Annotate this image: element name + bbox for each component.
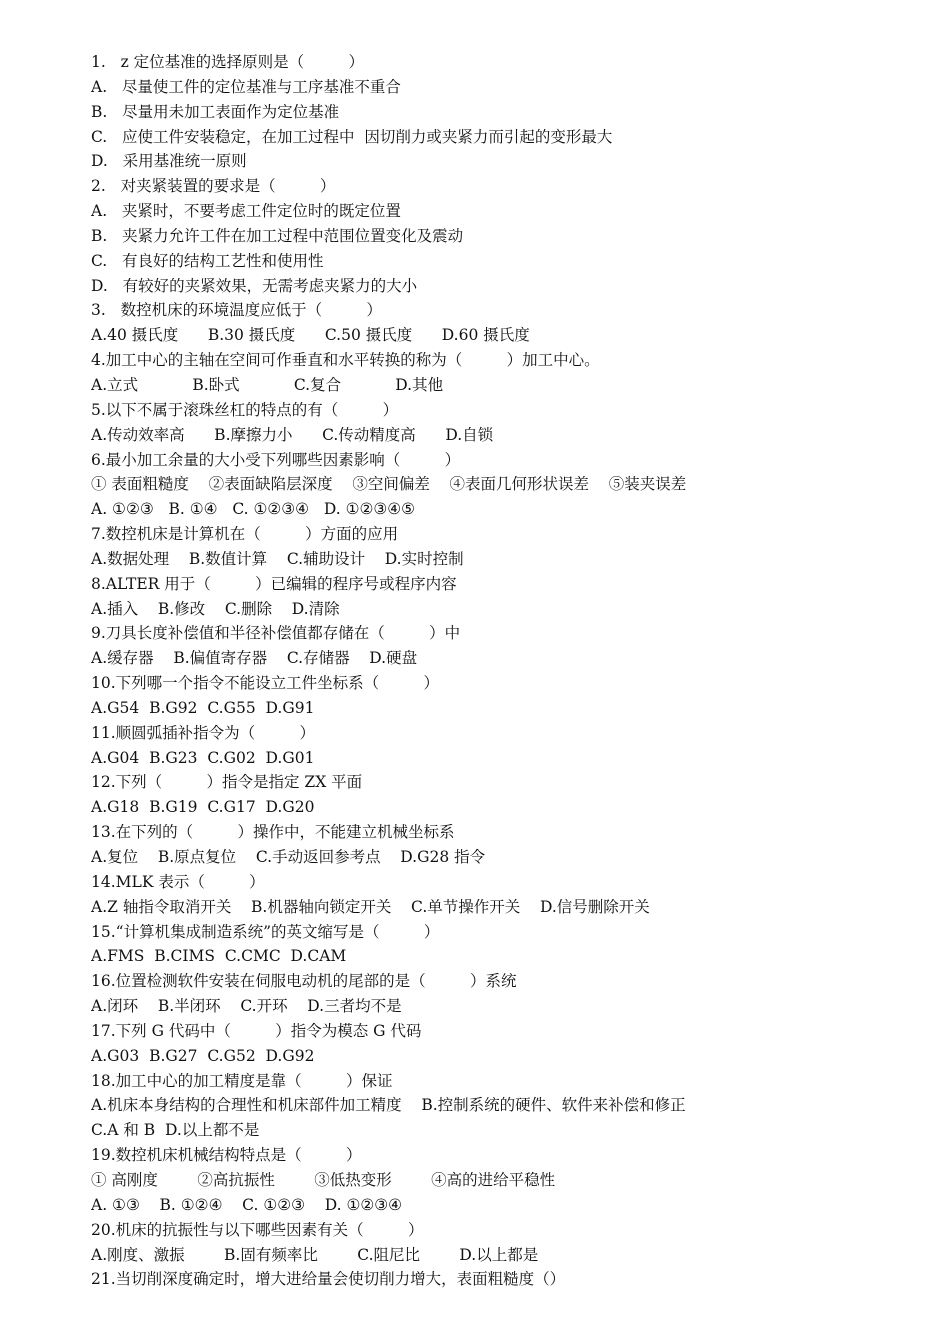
document-line: A. 夹紧时，不要考虑工件定位时的既定位置 [91,202,401,221]
document-line: C. 有良好的结构工艺性和使用性 [91,251,324,270]
document-line: 1. z 定位基准的选择原则是（ ） [91,53,365,71]
document-line: A.立式 B.卧式 C.复合 D.其他 [91,375,444,394]
document-line: A.G54 B.G92 C.G55 D.G91 [91,698,315,717]
document-line: 18.加工中心的加工精度是靠（ ）保证 [91,1071,393,1090]
document-line: A. ①③ B. ①②④ C. ①②③ D. ①②③④ [91,1195,403,1214]
document-line: A.FMS B.CIMS C.CMC D.CAM [91,947,347,966]
document-line: C.A 和 B D.以上都不是 [91,1121,260,1140]
document-line: 6.最小加工余量的大小受下列哪些因素影响（ ） [91,450,461,469]
document-line: C. 应使工件安装稳定，在加工过程中 因切削力或夹紧力而引起的变形最大 [91,127,613,146]
document-line: A.复位 B.原点复位 C.手动返回参考点 D.G28 指令 [91,848,486,866]
document-line: 15.“计算机集成制造系统”的英文缩写是（ ） [91,922,440,941]
document-line: A. ①②③ B. ①④ C. ①②③④ D. ①②③④⑤ [91,500,416,519]
document-line: 11.顺圆弧插补指令为（ ） [91,723,315,742]
document-line: A.G04 B.G23 C.G02 D.G01 [91,748,315,767]
document-line: A.G03 B.G27 C.G52 D.G92 [91,1046,315,1065]
document-line: B. 夹紧力允许工件在加工过程中范围位置变化及震动 [91,226,464,245]
document-line: 3. 数控机床的环境温度应低于（ ） [91,301,382,320]
document-line: 9.刀具长度补偿值和半径补偿值都存储在（ ）中 [91,624,461,643]
document-line: 17.下列 G 代码中（ ）指令为模态 G 代码 [91,1021,422,1040]
document-line: 10.下列哪一个指令不能设立工件坐标系（ ） [91,674,439,693]
document-line: A.缓存器 B.偏值寄存器 C.存储器 D.硬盘 [91,649,418,668]
document-line: 21.当切削深度确定时，增大进给量会使切削力增大，表面粗糙度（） [91,1270,566,1289]
document-line: 16.位置检测软件安装在伺服电动机的尾部的是（ ）系统 [91,972,517,991]
document-line: A. 尽量使工件的定位基准与工序基准不重合 [91,77,401,96]
document-line: D. 采用基准统一原则 [91,152,247,171]
document-line: A.数据处理 B.数值计算 C.辅助设计 D.实时控制 [91,549,464,568]
document-line: A.40 摄氏度 B.30 摄氏度 C.50 摄氏度 D.60 摄氏度 [91,326,530,345]
document-line: 8.ALTER 用于（ ）已编辑的程序号或程序内容 [91,574,457,593]
document-line: 13.在下列的（ ）操作中，不能建立机械坐标系 [91,823,455,842]
document-line: A.G18 B.G19 C.G17 D.G20 [91,798,315,817]
document-line: 4.加工中心的主轴在空间可作垂直和水平转换的称为（ ）加工中心。 [91,351,600,370]
document-line: A.Z 轴指令取消开关 B.机器轴向锁定开关 C.单节操作开关 D.信号删除开关 [91,897,650,916]
document-line: ① 高刚度 ②高抗振性 ③低热变形 ④高的进给平稳性 [91,1170,556,1189]
document-body [91,50,911,1292]
document-line: 12.下列（ ）指令是指定 ZX 平面 [91,773,363,792]
document-line: 2. 对夹紧装置的要求是（ ） [91,177,336,196]
document-line: 7.数控机床是计算机在（ ）方面的应用 [91,525,399,544]
document-line: D. 有较好的夹紧效果，无需考虑夹紧力的大小 [91,276,418,295]
document-line: ① 表面粗糙度 ②表面缺陷层深度 ③空间偏差 ④表面几何形状误差 ⑤装夹误差 [91,475,687,494]
document-line: 5.以下不属于滚珠丝杠的特点的有（ ） [91,400,399,419]
document-line: A.插入 B.修改 C.删除 D.清除 [91,599,340,618]
document-line: A.机床本身结构的合理性和机床部件加工精度 B.控制系统的硬件、软件来补偿和修正 [91,1096,686,1115]
document-line: A.传动效率高 B.摩擦力小 C.传动精度高 D.自锁 [91,425,494,444]
document-line: 19.数控机床机械结构特点是（ ） [91,1146,362,1165]
document-line: 20.机床的抗振性与以下哪些因素有关（ ） [91,1220,424,1239]
document-line: A.闭环 B.半闭环 C.开环 D.三者均不是 [91,997,402,1016]
document-line: 14.MLK 表示（ ） [91,872,265,891]
document-line: A.刚度、激振 B.固有频率比 C.阻尼比 D.以上都是 [91,1245,539,1264]
document-line: B. 尽量用未加工表面作为定位基准 [91,102,340,121]
